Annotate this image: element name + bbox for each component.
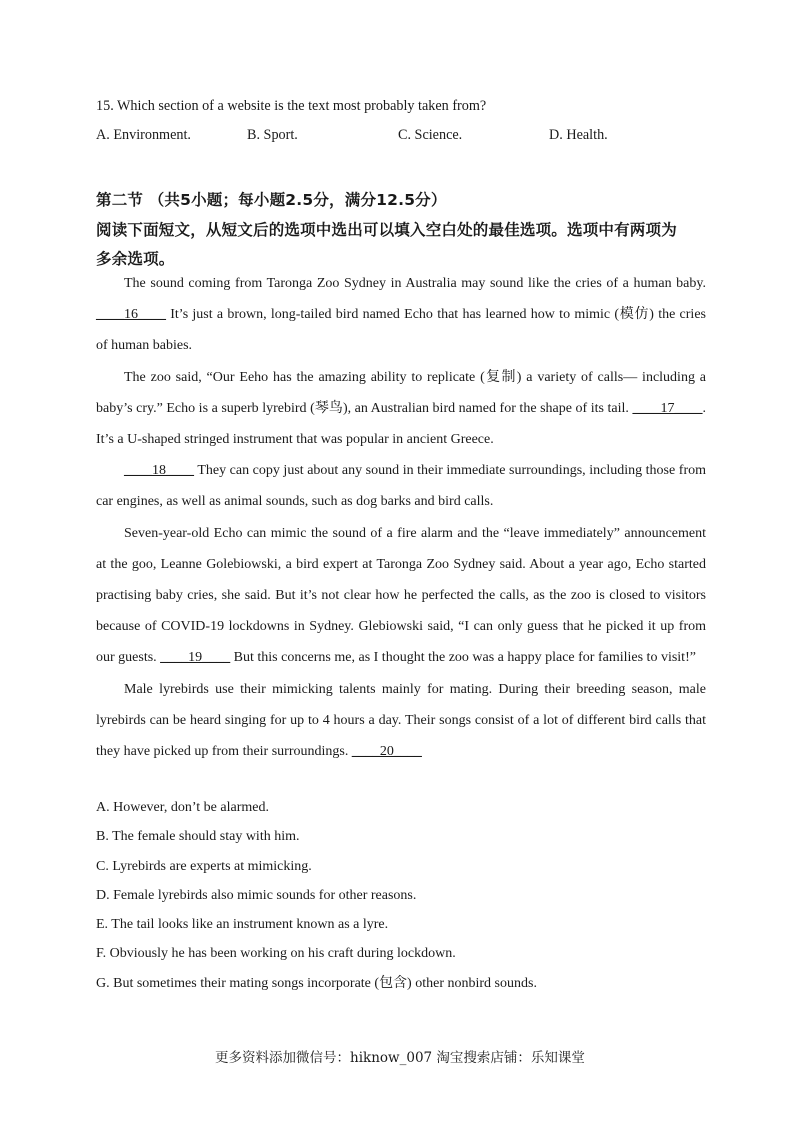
paragraph-5 xyxy=(96,674,706,768)
blank-19: ____19____ xyxy=(160,650,231,666)
question-15: 15. Which section of a website is the text most probably taken from? xyxy=(96,98,487,114)
blank-17: ____17____ xyxy=(632,400,703,416)
choice-d: D. Female lyrebirds also mimic sounds for other reasons. xyxy=(96,887,417,903)
q15-option-a: A. Environment. xyxy=(96,127,191,143)
paragraph-4-after: But this concerns me, as I thought the zoo was a happy place for families to visit!” xyxy=(230,650,696,666)
q15-option-d: D. Health. xyxy=(549,127,608,143)
q15-option-b: B. Sport. xyxy=(247,127,298,143)
q15-option-c: C. Science. xyxy=(398,127,463,143)
paragraph-2 xyxy=(96,362,706,456)
section-heading: 第二节 （共5小题；每小题2.5分，满分12.5分） xyxy=(96,191,447,209)
choice-c: C. Lyrebirds are experts at mimicking. xyxy=(96,858,312,874)
blank-20: ____20____ xyxy=(351,744,422,760)
reading-passage xyxy=(96,268,706,767)
paragraph-4 xyxy=(96,518,706,674)
section-instruction-line2: 多余选项。 xyxy=(96,250,175,268)
choice-f: F. Obviously he has been working on his craft during lockdown. xyxy=(96,946,456,962)
paragraph-1-after: It’s just a brown, long-tailed bird named Echo that has learned how to mimic (模仿) the cries of human babies. xyxy=(96,307,706,354)
choice-a: A. However, don’t be alarmed. xyxy=(96,800,269,815)
blank-18: ____18____ xyxy=(124,463,194,479)
section-instruction-line1: 阅读下面短文，从短文后的选项中选出可以填入空白处的最佳选项。选项中有两项为 xyxy=(96,221,677,239)
paragraph-4-text: Seven-year-old Echo can mimic the sound of a fire alarm and the “leave immediately” announcement at the goo, Leanne Golebiowski, a bird expert at Taronga Zoo Sydney said. About a year ago, Echo started practising baby cries, she said. But it’s not clear how he perfected the calls, as the zoo is closed to visitors because of COVID-19 lockdowns in Sydney. Glebiowski said, “I can only guess that he picked it up from our guests. xyxy=(96,525,706,666)
paragraph-2-text: The zoo said, “Our Eeho has the amazing ability to replicate (复制) a variety of calls— including a baby’s cry.” Echo is a superb lyrebird (琴鸟), an Australian bird named for the shape of its tail. xyxy=(96,369,706,416)
paragraph-1 xyxy=(96,268,706,362)
choice-b: B. The female should stay with him. xyxy=(96,829,300,845)
page-footer: 更多资料添加微信号：hiknow_007 淘宝搜索店铺：乐知课堂 xyxy=(215,1050,585,1066)
choice-e: E. The tail looks like an instrument known as a lyre. xyxy=(96,917,389,933)
paragraph-1-text: The sound coming from Taronga Zoo Sydney in Australia may sound like the cries of a human baby. xyxy=(124,276,706,291)
paragraph-3 xyxy=(96,455,706,517)
blank-16: ____16____ xyxy=(96,307,166,323)
paragraph-3-after: They can copy just about any sound in their immediate surroundings, including those from car engines, as well as animal sounds, such as dog barks and bird calls. xyxy=(96,463,706,510)
paragraph-2-after: . It’s a U-shaped stringed instrument that was popular in ancient Greece. xyxy=(96,400,706,448)
answer-choices xyxy=(96,793,537,998)
paragraph-5-text: Male lyrebirds use their mimicking talents mainly for mating. During their breeding season, male lyrebirds can be heard singing for up to 4 hours a day. Their songs consist of a lot of different bird calls that they have picked up from their surroundings. xyxy=(96,681,706,760)
choice-g: G. But sometimes their mating songs incorporate (包含) other nonbird sounds. xyxy=(96,975,537,991)
